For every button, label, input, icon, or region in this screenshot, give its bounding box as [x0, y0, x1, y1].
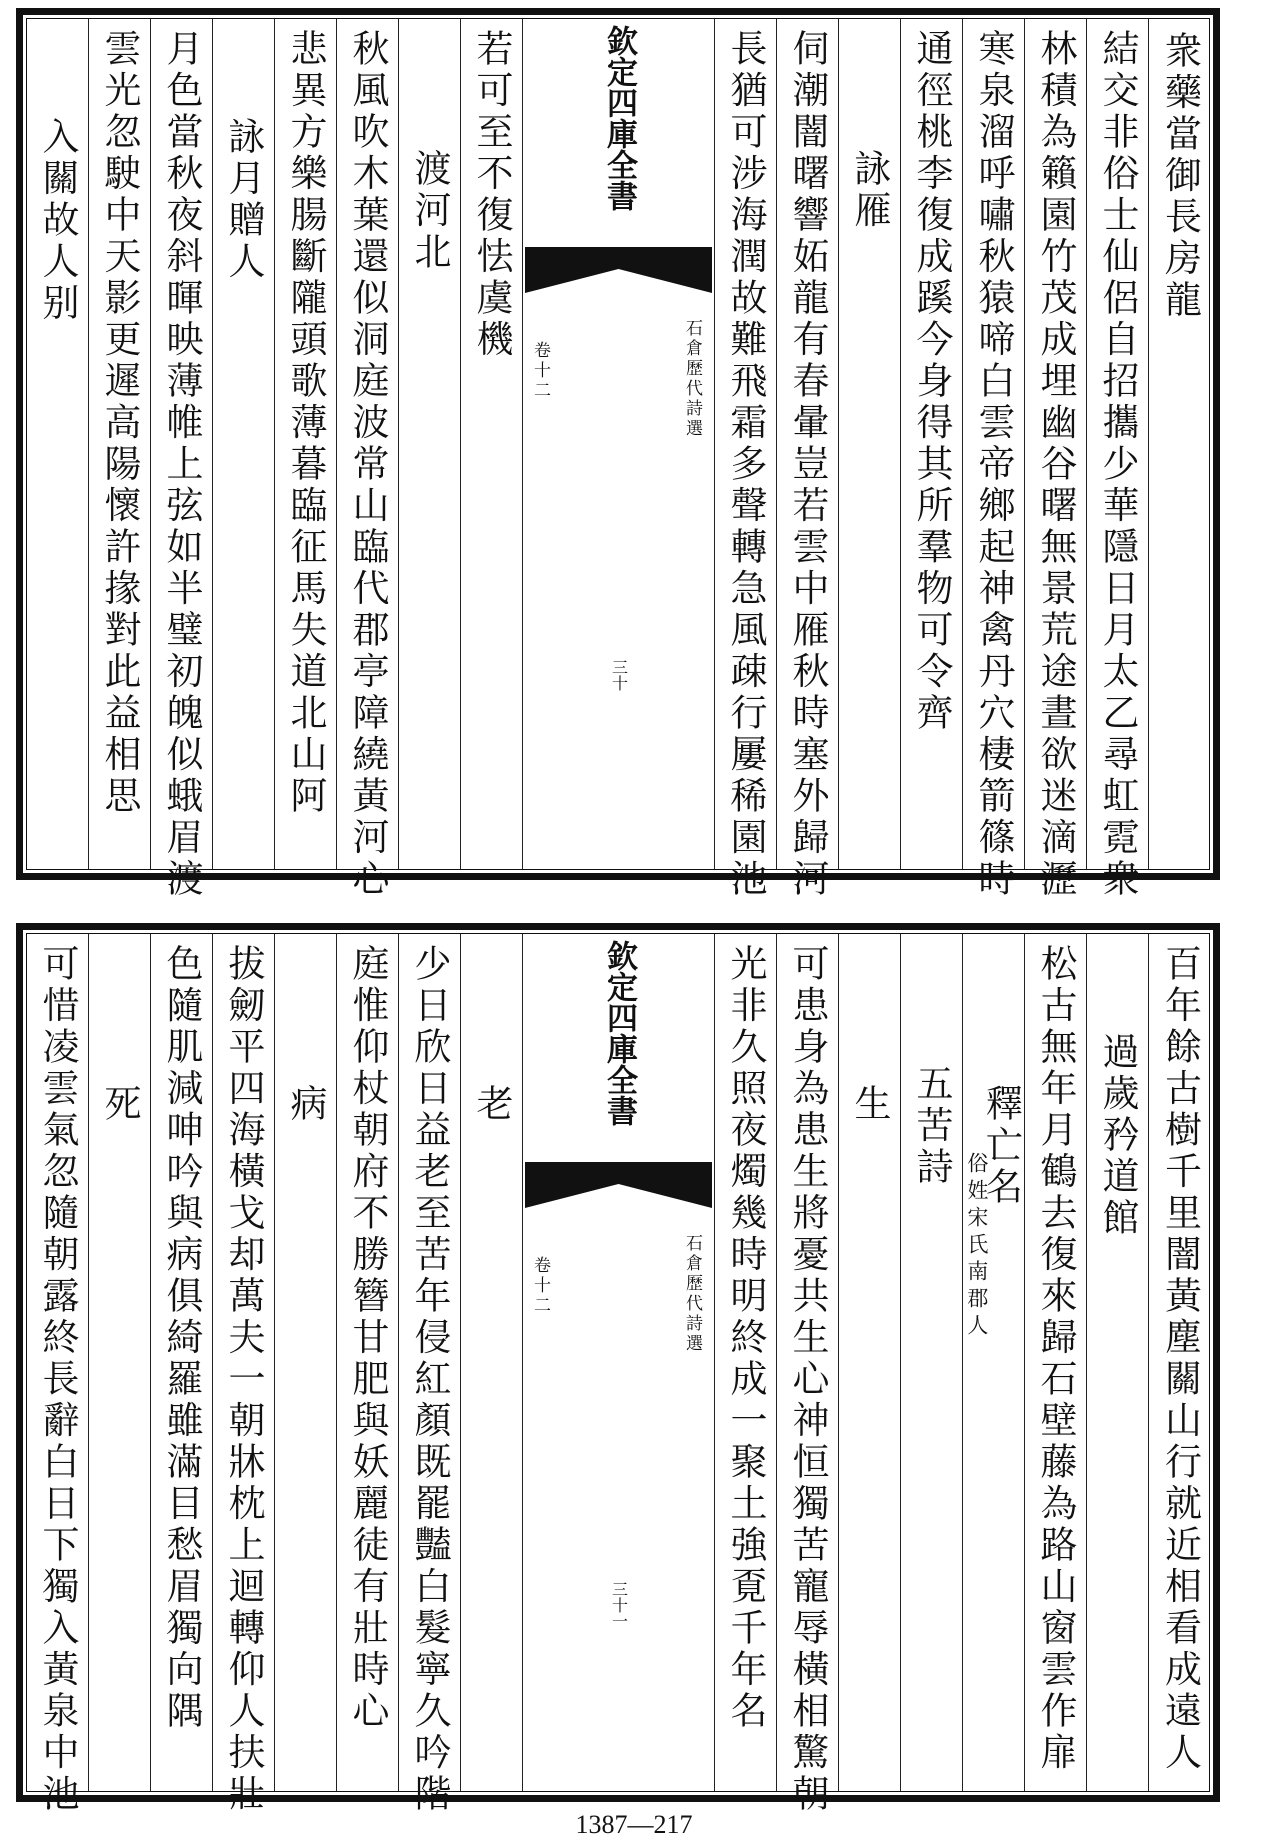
series-title: 欽定四庫全書: [601, 940, 637, 1126]
verse-line: 松古無年月鶴去復來歸石壁藤為路山窗雲作扉: [1034, 944, 1077, 1774]
verse-line: 月色當秋夜斜暉映薄帷上弦如半璧初魄似蛾眉渡: [160, 29, 203, 901]
author-note: 俗姓宋氏南郡人: [964, 1152, 989, 1341]
poem-heading: 衆藥當御長房龍: [1158, 31, 1202, 322]
page-number-footer: 1387—217: [575, 1810, 693, 1839]
text-column: [337, 19, 399, 901]
text-column: [777, 934, 839, 1816]
folio-number: 三十一: [609, 1581, 629, 1629]
text-column: [715, 934, 777, 1791]
verse-line: 秋風吹木葉還似洞庭波常山臨代郡亭障繞黃河心: [346, 29, 389, 901]
text-column: [963, 19, 1025, 901]
verse-line: 通徑桃李復成蹊今身得其所羣物可令齊: [910, 29, 953, 735]
verse-line: 光非久照夜燭幾時明終成一聚土強覔千年名: [724, 944, 767, 1733]
verse-line: 可惜凌雲氣忽隨朝露終長辭白日下獨入黃泉中池: [36, 944, 79, 1816]
text-column: [1087, 934, 1149, 1791]
poem-heading: 詠月贈人: [222, 117, 265, 283]
poem-heading: 死: [98, 1084, 141, 1126]
text-column: [213, 19, 275, 869]
text-column: [89, 934, 151, 1791]
text-column: [901, 19, 963, 869]
text-column: [461, 19, 523, 869]
poem-heading: 詠雁: [848, 149, 891, 232]
juan-number: 卷十二: [530, 1256, 550, 1316]
text-column: [89, 19, 151, 869]
folio-number: 三十: [609, 659, 629, 691]
page-top: [16, 8, 1220, 901]
poem-heading: 老: [470, 1084, 513, 1126]
text-column: [1149, 934, 1211, 1791]
text-column: [399, 19, 461, 869]
text-column: [337, 934, 399, 1791]
text-column: [461, 934, 523, 1791]
verse-line: 長猶可涉海潤故難飛霜多聲轉急風疎行屢稀園池: [724, 29, 767, 901]
verse-line: 雲光忽駛中天影更遲高陽懷許掾對此益相思: [98, 29, 141, 818]
verse-line: 伺潮闇曙響妬龍有春暈豈若雲中雁秋時塞外歸河: [786, 29, 829, 901]
poem-heading: 過歲矜道館: [1096, 1032, 1139, 1240]
text-column: [1025, 19, 1087, 901]
text-column: [963, 934, 1025, 1791]
text-column: [1087, 19, 1149, 901]
verse-line: 色隨肌減呻吟與病俱綺羅雖滿目愁眉獨向隅: [160, 944, 203, 1733]
book-title: 石倉歷代詩選: [682, 319, 702, 439]
poem-heading: 病: [284, 1084, 327, 1126]
verse-line: 結交非俗士仙侶自招攜少華隱日月太乙尋虹霓衆: [1096, 29, 1139, 901]
text-column: [399, 934, 461, 1816]
text-column: [151, 19, 213, 901]
text-column: [839, 19, 901, 869]
author-name: 釋亡名: [979, 1084, 1023, 1209]
text-column: [275, 934, 337, 1791]
fishtail-spine: [523, 19, 715, 869]
poem-heading: 生: [848, 1084, 891, 1126]
text-column: [777, 19, 839, 901]
text-column: [1025, 934, 1087, 1791]
page-bottom: [16, 923, 1220, 1816]
poem-heading: 五苦詩: [910, 1064, 953, 1189]
series-title: 欽定四庫全書: [601, 25, 637, 211]
text-column: [275, 19, 337, 869]
verse-line: 拔劒平四海橫戈却萬夫一朝牀枕上迴轉仰人扶壯: [222, 944, 265, 1816]
fishtail-mark: [525, 1162, 712, 1210]
verse-line: 少日欣日益老至苦年侵紅顏既罷豔白髮寧久吟階: [408, 944, 451, 1816]
verse-line: 林積為籟園竹茂成埋幽谷曙無景荒途晝欲迷滴瀝: [1034, 29, 1077, 901]
text-column: [27, 934, 89, 1816]
poem-heading: 入關故人别: [36, 117, 79, 325]
verse-line: 百年餘古樹千里闇黃塵關山行就近相看成遠人: [1158, 944, 1202, 1774]
verse-line: 悲異方樂腸斷隴頭歌薄暮臨征馬失道北山阿: [284, 29, 327, 818]
text-column: [901, 934, 963, 1791]
text-column: [715, 19, 777, 901]
verse-line: 寒泉溜呼嘯秋猿啼白雲帝鄉起神禽丹穴棲箭篠時: [972, 29, 1015, 901]
verse-line: 可患身為患生將憂共生心神恒獨苦寵辱橫相驚朝: [786, 944, 829, 1816]
text-column: [27, 19, 89, 869]
poem-heading: 渡河北: [408, 149, 451, 274]
verse-line: 庭惟仰杖朝府不勝簪甘肥與妖麗徒有壯時心: [346, 944, 389, 1733]
text-column: [839, 934, 901, 1791]
fishtail-spine: [523, 934, 715, 1791]
text-column: [151, 934, 213, 1791]
juan-number: 卷十二: [530, 341, 550, 401]
fishtail-mark: [525, 247, 712, 295]
text-column: [213, 934, 275, 1816]
verse-line: 若可至不復怯虞機: [470, 29, 513, 361]
text-column: [1149, 19, 1211, 869]
book-title: 石倉歷代詩選: [682, 1234, 702, 1354]
